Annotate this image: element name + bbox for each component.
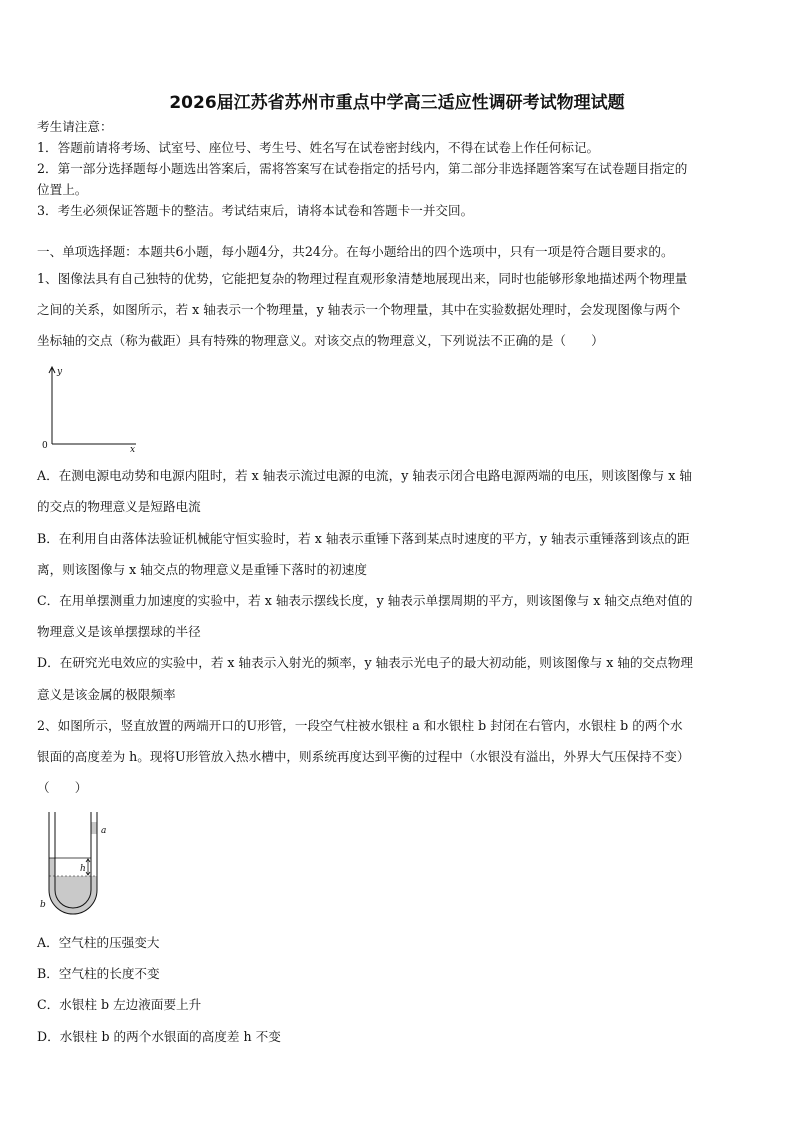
option-d-cont: 意义是该金属的极限频率 (37, 687, 176, 702)
q2-option-b: B．空气柱的长度不变 (37, 966, 160, 981)
mercury-a (91, 822, 97, 834)
option-b: B．在利用自由落体法验证机械能守恒实验时，若 x 轴表示重锤下落到某点时速度的平方，y 轴表示重锤落到该点的距 (37, 531, 690, 546)
q2-option-d: D．水银柱 b 的两个水银面的高度差 h 不变 (37, 1029, 281, 1044)
question-1-stem: 之间的关系，如图所示，若 x 轴表示一个物理量，y 轴表示一个物理量，其中在实验数据处理时，会发现图像与两个 (37, 302, 681, 317)
question-2-stem: （ ） (37, 780, 88, 795)
page-title: 2026届江苏省苏州市重点中学高三适应性调研考试物理试题 (169, 93, 625, 113)
question-1-stem: 1、图像法具有自己独特的优势，它能把复杂的物理过程直观形象清楚地展现出来，同时也能够形象地描述两个物理量 (37, 271, 688, 286)
option-c-cont: 物理意义是该单摆摆球的半径 (37, 624, 201, 639)
notice-heading: 考生请注意： (37, 119, 113, 134)
origin-label: 0 (42, 441, 48, 451)
coordinate-graph (40, 362, 150, 457)
y-axis-label: y (57, 367, 63, 377)
h-label: h (80, 864, 86, 874)
question-2-stem: 2、如图所示，竖直放置的两端开口的U形管，一段空气柱被水银柱 a 和水银柱 b 封闭在右管内，水银柱 b 的两个水 (37, 718, 683, 733)
x-axis-label: x (130, 445, 136, 455)
option-b-cont: 离，则该图像与 x 轴交点的物理意义是重锤下落时的初速度 (37, 562, 367, 577)
a-label: a (101, 826, 107, 836)
option-a: A．在测电源电动势和电源内阻时，若 x 轴表示流过电源的电流，y 轴表示闭合电路电源两端的电压，则该图像与 x 轴 (37, 468, 692, 483)
notice-item: 2．第一部分选择题每小题选出答案后，需将答案写在试卷指定的括号内，第二部分非选择题答案写在试卷题目指定的 (37, 161, 688, 176)
notice-item: 3．考生必须保证答题卡的整洁。考试结束后，请将本试卷和答题卡一并交回。 (37, 203, 474, 218)
section-heading: 一、单项选择题：本题共6小题，每小题4分，共24分。在每小题给出的四个选项中，只有一项是符合题目要求的。 (37, 244, 674, 259)
b-label: b (40, 900, 46, 910)
notice-item: 位置上。 (37, 182, 88, 197)
question-2-stem: 银面的高度差为 h。现将U形管放入热水槽中，则系统再度达到平衡的过程中（水银没有溢出，外界大气压保持不变） (37, 749, 690, 764)
u-tube-figure (36, 808, 116, 920)
question-1-stem: 坐标轴的交点（称为截距）具有特殊的物理意义。对该交点的物理意义，下列说法不正确的是（ ） (37, 333, 604, 348)
option-c: C．在用单摆测重力加速度的实验中，若 x 轴表示摆线长度，y 轴表示单摆周期的平方，则该图像与 x 轴交点绝对值的 (37, 593, 693, 608)
q2-option-c: C．水银柱 b 左边液面要上升 (37, 997, 202, 1012)
q2-option-a: A．空气柱的压强变大 (37, 935, 160, 950)
option-d: D．在研究光电效应的实验中，若 x 轴表示入射光的频率，y 轴表示光电子的最大初动能，则该图像与 x 轴的交点物理 (37, 655, 693, 670)
option-a-cont: 的交点的物理意义是短路电流 (37, 499, 201, 514)
notice-item: 1．答题前请将考场、试室号、座位号、考生号、姓名写在试卷密封线内，不得在试卷上作任何标记。 (37, 140, 600, 155)
